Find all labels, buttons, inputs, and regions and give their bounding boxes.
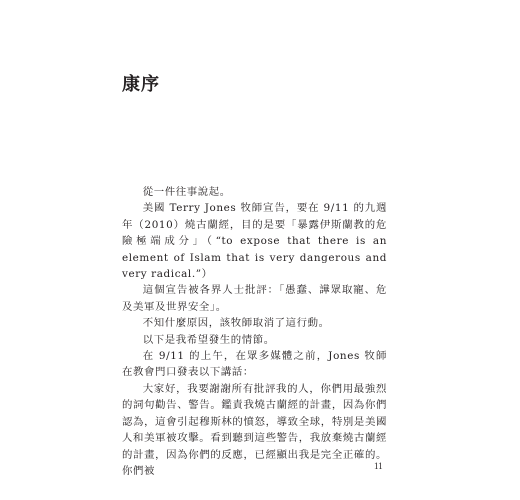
page-number: 11 [374, 461, 383, 471]
paragraph: 大家好，我要謝謝所有批評我的人，你們用最強烈的詞句勸告、警告。鑑責我燒古蘭經的計畫，因為你們認為，這會引起穆斯林的憤怒，導致全球，特別是美國人和美軍被攻擊。看到聽到這些警告，我放棄燒古蘭經的計畫，因為你們的反應，已經顯出我是完全正確的。你們被 [122, 382, 387, 477]
body-text [122, 184, 387, 479]
paragraph: 美國 Terry Jones 牧師宣告，要在 9/11 的九週年（2010）燒古蘭經，目的是要「暴露伊斯蘭教的危險極端成分」（“to expose that there is an element of Islam that is very dangerous and very radical.”） [122, 202, 387, 281]
paragraph: 不知什麼原因，該牧師取消了這行動。 [142, 317, 330, 330]
chapter-heading: 康序 [122, 74, 160, 95]
paragraph: 這個宣告被各界人士批評：「愚蠢、譁眾取寵、危及美軍及世界安全」。 [122, 284, 387, 313]
paragraph: 以下是我希望發生的情節。 [142, 333, 275, 346]
paragraph: 從一件往事說起。 [142, 186, 231, 198]
paragraph: 在 9/11 的上午，在眾多媒體之前，Jones 牧師在教會門口發表以下講話： [122, 350, 387, 379]
